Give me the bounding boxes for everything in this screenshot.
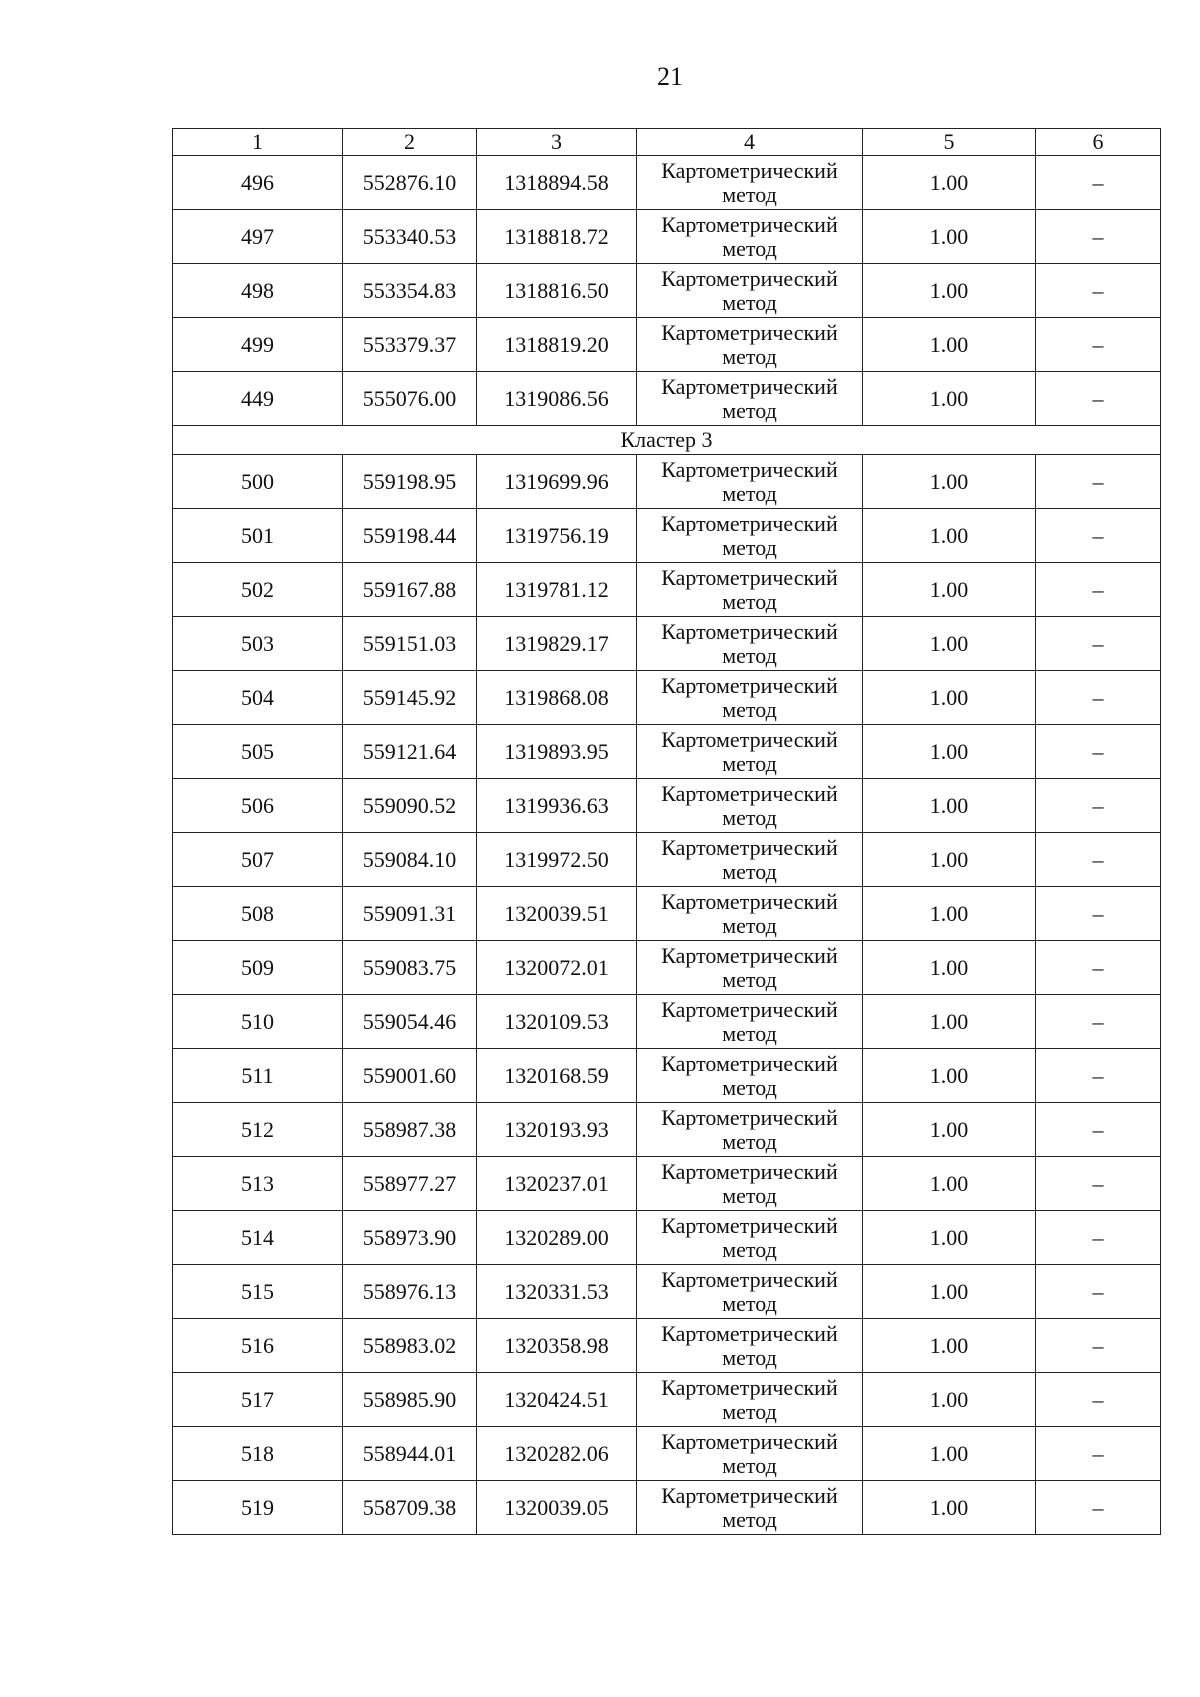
y-coordinate-cell: 1319699.96: [477, 455, 637, 509]
method-line-1: Картометрический: [661, 780, 838, 806]
accuracy-cell: 1.00: [863, 210, 1036, 264]
x-coordinate-cell: 559167.88: [343, 563, 477, 617]
table-row: [173, 1319, 1161, 1373]
y-coordinate-cell: 1318816.50: [477, 264, 637, 318]
method-line-2: метод: [722, 804, 777, 830]
note-cell: –: [1036, 1157, 1161, 1211]
table-row: [173, 617, 1161, 671]
y-coordinate-cell: 1320331.53: [477, 1265, 637, 1319]
table-row: [173, 995, 1161, 1049]
method-line-1: Картометрический: [661, 888, 838, 914]
point-number-cell: 506: [173, 779, 343, 833]
note-cell: –: [1036, 1103, 1161, 1157]
method-cell: [637, 1319, 863, 1373]
column-header: 6: [1036, 129, 1161, 156]
method-cell: [637, 671, 863, 725]
x-coordinate-cell: 559084.10: [343, 833, 477, 887]
method-cell: [637, 1157, 863, 1211]
accuracy-cell: 1.00: [863, 455, 1036, 509]
method-line-1: Картометрический: [661, 1104, 838, 1130]
method-cell: [637, 1481, 863, 1535]
y-coordinate-cell: 1318818.72: [477, 210, 637, 264]
method-line-2: метод: [722, 588, 777, 614]
accuracy-cell: 1.00: [863, 1481, 1036, 1535]
point-number-cell: 507: [173, 833, 343, 887]
note-cell: –: [1036, 372, 1161, 426]
note-cell: –: [1036, 941, 1161, 995]
note-cell: –: [1036, 156, 1161, 210]
x-coordinate-cell: 559121.64: [343, 725, 477, 779]
method-line-2: метод: [722, 534, 777, 560]
x-coordinate-cell: 558985.90: [343, 1373, 477, 1427]
method-line-1: Картометрический: [661, 157, 838, 183]
accuracy-cell: 1.00: [863, 1427, 1036, 1481]
y-coordinate-cell: 1320109.53: [477, 995, 637, 1049]
method-line-1: Картометрический: [661, 726, 838, 752]
method-line-2: метод: [722, 966, 777, 992]
table-row: [173, 1481, 1161, 1535]
point-number-cell: 503: [173, 617, 343, 671]
point-number-cell: 500: [173, 455, 343, 509]
method-line-1: Картометрический: [661, 834, 838, 860]
point-number-cell: 511: [173, 1049, 343, 1103]
table-row: [173, 372, 1161, 426]
accuracy-cell: 1.00: [863, 563, 1036, 617]
y-coordinate-cell: 1319868.08: [477, 671, 637, 725]
table-row: [173, 264, 1161, 318]
table-row: [173, 671, 1161, 725]
y-coordinate-cell: 1319829.17: [477, 617, 637, 671]
x-coordinate-cell: 559198.95: [343, 455, 477, 509]
point-number-cell: 508: [173, 887, 343, 941]
method-line-2: метод: [722, 480, 777, 506]
accuracy-cell: 1.00: [863, 318, 1036, 372]
table-row: [173, 1427, 1161, 1481]
method-cell: [637, 210, 863, 264]
method-cell: [637, 563, 863, 617]
method-cell: [637, 1211, 863, 1265]
method-line-1: Картометрический: [661, 996, 838, 1022]
table-row: [173, 1373, 1161, 1427]
method-line-1: Картометрический: [661, 942, 838, 968]
method-line-2: метод: [722, 1506, 777, 1532]
method-cell: [637, 1103, 863, 1157]
y-coordinate-cell: 1319756.19: [477, 509, 637, 563]
x-coordinate-cell: 559054.46: [343, 995, 477, 1049]
point-number-cell: 509: [173, 941, 343, 995]
x-coordinate-cell: 559090.52: [343, 779, 477, 833]
note-cell: –: [1036, 318, 1161, 372]
method-line-2: метод: [722, 750, 777, 776]
table-row: [173, 1211, 1161, 1265]
y-coordinate-cell: 1319936.63: [477, 779, 637, 833]
method-cell: [637, 1265, 863, 1319]
method-cell: [637, 617, 863, 671]
note-cell: –: [1036, 563, 1161, 617]
point-number-cell: 510: [173, 995, 343, 1049]
table-row: [173, 887, 1161, 941]
method-line-2: метод: [722, 1128, 777, 1154]
method-line-1: Картометрический: [661, 1428, 838, 1454]
method-line-2: метод: [722, 289, 777, 315]
column-header: 5: [863, 129, 1036, 156]
y-coordinate-cell: 1320039.05: [477, 1481, 637, 1535]
accuracy-cell: 1.00: [863, 1103, 1036, 1157]
method-line-1: Картометрический: [661, 1320, 838, 1346]
point-number-cell: 513: [173, 1157, 343, 1211]
y-coordinate-cell: 1320039.51: [477, 887, 637, 941]
x-coordinate-cell: 558977.27: [343, 1157, 477, 1211]
method-cell: [637, 509, 863, 563]
x-coordinate-cell: 558976.13: [343, 1265, 477, 1319]
method-line-2: метод: [722, 235, 777, 261]
method-line-1: Картометрический: [661, 265, 838, 291]
note-cell: –: [1036, 833, 1161, 887]
note-cell: –: [1036, 1427, 1161, 1481]
accuracy-cell: 1.00: [863, 509, 1036, 563]
table-row: [173, 1103, 1161, 1157]
accuracy-cell: 1.00: [863, 833, 1036, 887]
y-coordinate-cell: 1319972.50: [477, 833, 637, 887]
method-cell: [637, 995, 863, 1049]
y-coordinate-cell: 1319893.95: [477, 725, 637, 779]
point-number-cell: 516: [173, 1319, 343, 1373]
x-coordinate-cell: 553354.83: [343, 264, 477, 318]
point-number-cell: 519: [173, 1481, 343, 1535]
method-cell: [637, 779, 863, 833]
method-line-1: Картометрический: [661, 618, 838, 644]
method-line-2: метод: [722, 912, 777, 938]
y-coordinate-cell: 1319086.56: [477, 372, 637, 426]
point-number-cell: 517: [173, 1373, 343, 1427]
point-number-cell: 505: [173, 725, 343, 779]
cluster-heading-row: [173, 426, 1161, 455]
note-cell: –: [1036, 210, 1161, 264]
method-cell: [637, 887, 863, 941]
method-cell: [637, 941, 863, 995]
note-cell: –: [1036, 509, 1161, 563]
table-row: [173, 318, 1161, 372]
method-line-2: метод: [722, 1290, 777, 1316]
method-cell: [637, 725, 863, 779]
x-coordinate-cell: 553379.37: [343, 318, 477, 372]
method-line-2: метод: [722, 343, 777, 369]
coordinates-table: [172, 128, 1161, 1535]
method-cell: [637, 1049, 863, 1103]
x-coordinate-cell: 559091.31: [343, 887, 477, 941]
note-cell: –: [1036, 779, 1161, 833]
point-number-cell: 498: [173, 264, 343, 318]
note-cell: –: [1036, 1211, 1161, 1265]
note-cell: –: [1036, 617, 1161, 671]
method-line-2: метод: [722, 1452, 777, 1478]
method-line-1: Картометрический: [661, 510, 838, 536]
accuracy-cell: 1.00: [863, 1157, 1036, 1211]
method-line-1: Картометрический: [661, 1482, 838, 1508]
method-cell: [637, 833, 863, 887]
accuracy-cell: 1.00: [863, 1373, 1036, 1427]
table-row: [173, 509, 1161, 563]
point-number-cell: 499: [173, 318, 343, 372]
accuracy-cell: 1.00: [863, 1049, 1036, 1103]
method-line-1: Картометрический: [661, 672, 838, 698]
table-row: [173, 1265, 1161, 1319]
accuracy-cell: 1.00: [863, 779, 1036, 833]
accuracy-cell: 1.00: [863, 264, 1036, 318]
accuracy-cell: 1.00: [863, 1265, 1036, 1319]
accuracy-cell: 1.00: [863, 995, 1036, 1049]
table-row: [173, 210, 1161, 264]
x-coordinate-cell: 559151.03: [343, 617, 477, 671]
point-number-cell: 514: [173, 1211, 343, 1265]
x-coordinate-cell: 559001.60: [343, 1049, 477, 1103]
accuracy-cell: 1.00: [863, 1319, 1036, 1373]
method-line-1: Картометрический: [661, 1158, 838, 1184]
point-number-cell: 449: [173, 372, 343, 426]
x-coordinate-cell: 559198.44: [343, 509, 477, 563]
table-header-row: [173, 129, 1161, 156]
point-number-cell: 518: [173, 1427, 343, 1481]
cluster-label: Кластер 3: [173, 426, 1161, 455]
table-row: [173, 1157, 1161, 1211]
table-row: [173, 725, 1161, 779]
method-line-2: метод: [722, 397, 777, 423]
note-cell: –: [1036, 671, 1161, 725]
point-number-cell: 501: [173, 509, 343, 563]
x-coordinate-cell: 558983.02: [343, 1319, 477, 1373]
method-cell: [637, 264, 863, 318]
x-coordinate-cell: 553340.53: [343, 210, 477, 264]
method-cell: [637, 455, 863, 509]
x-coordinate-cell: 555076.00: [343, 372, 477, 426]
column-header: 1: [173, 129, 343, 156]
method-line-2: метод: [722, 696, 777, 722]
point-number-cell: 496: [173, 156, 343, 210]
note-cell: –: [1036, 887, 1161, 941]
y-coordinate-cell: 1318894.58: [477, 156, 637, 210]
y-coordinate-cell: 1320358.98: [477, 1319, 637, 1373]
note-cell: –: [1036, 1319, 1161, 1373]
method-line-1: Картометрический: [661, 564, 838, 590]
method-line-2: метод: [722, 858, 777, 884]
method-cell: [637, 372, 863, 426]
note-cell: –: [1036, 1481, 1161, 1535]
accuracy-cell: 1.00: [863, 1211, 1036, 1265]
point-number-cell: 515: [173, 1265, 343, 1319]
x-coordinate-cell: 558987.38: [343, 1103, 477, 1157]
accuracy-cell: 1.00: [863, 941, 1036, 995]
method-line-2: метод: [722, 1182, 777, 1208]
method-line-2: метод: [722, 181, 777, 207]
method-line-1: Картометрический: [661, 211, 838, 237]
method-line-1: Картометрический: [661, 319, 838, 345]
point-number-cell: 512: [173, 1103, 343, 1157]
note-cell: –: [1036, 1373, 1161, 1427]
table-row: [173, 779, 1161, 833]
table-row: [173, 1049, 1161, 1103]
y-coordinate-cell: 1320193.93: [477, 1103, 637, 1157]
accuracy-cell: 1.00: [863, 671, 1036, 725]
y-coordinate-cell: 1320282.06: [477, 1427, 637, 1481]
method-line-1: Картометрический: [661, 373, 838, 399]
method-cell: [637, 318, 863, 372]
table-row: [173, 833, 1161, 887]
x-coordinate-cell: 552876.10: [343, 156, 477, 210]
note-cell: –: [1036, 725, 1161, 779]
accuracy-cell: 1.00: [863, 156, 1036, 210]
y-coordinate-cell: 1320289.00: [477, 1211, 637, 1265]
point-number-cell: 497: [173, 210, 343, 264]
method-cell: [637, 1373, 863, 1427]
y-coordinate-cell: 1318819.20: [477, 318, 637, 372]
column-header: 3: [477, 129, 637, 156]
method-line-1: Картометрический: [661, 456, 838, 482]
method-line-2: метод: [722, 1344, 777, 1370]
y-coordinate-cell: 1320168.59: [477, 1049, 637, 1103]
method-line-1: Картометрический: [661, 1266, 838, 1292]
x-coordinate-cell: 558709.38: [343, 1481, 477, 1535]
note-cell: –: [1036, 1049, 1161, 1103]
method-line-2: метод: [722, 642, 777, 668]
note-cell: –: [1036, 455, 1161, 509]
x-coordinate-cell: 559083.75: [343, 941, 477, 995]
accuracy-cell: 1.00: [863, 725, 1036, 779]
y-coordinate-cell: 1320072.01: [477, 941, 637, 995]
table-row: [173, 455, 1161, 509]
method-cell: [637, 1427, 863, 1481]
method-line-2: метод: [722, 1398, 777, 1424]
y-coordinate-cell: 1320237.01: [477, 1157, 637, 1211]
method-line-1: Картометрический: [661, 1050, 838, 1076]
table-row: [173, 563, 1161, 617]
point-number-cell: 504: [173, 671, 343, 725]
point-number-cell: 502: [173, 563, 343, 617]
note-cell: –: [1036, 995, 1161, 1049]
method-line-1: Картометрический: [661, 1374, 838, 1400]
note-cell: –: [1036, 1265, 1161, 1319]
coordinates-table-body: [173, 129, 1161, 1535]
column-header: 2: [343, 129, 477, 156]
y-coordinate-cell: 1320424.51: [477, 1373, 637, 1427]
method-cell: [637, 156, 863, 210]
page-number: 21: [657, 62, 683, 91]
method-line-2: метод: [722, 1020, 777, 1046]
accuracy-cell: 1.00: [863, 887, 1036, 941]
method-line-1: Картометрический: [661, 1212, 838, 1238]
method-line-2: метод: [722, 1236, 777, 1262]
accuracy-cell: 1.00: [863, 617, 1036, 671]
y-coordinate-cell: 1319781.12: [477, 563, 637, 617]
x-coordinate-cell: 558944.01: [343, 1427, 477, 1481]
column-header: 4: [637, 129, 863, 156]
table-row: [173, 941, 1161, 995]
accuracy-cell: 1.00: [863, 372, 1036, 426]
x-coordinate-cell: 559145.92: [343, 671, 477, 725]
table-row: [173, 156, 1161, 210]
note-cell: –: [1036, 264, 1161, 318]
x-coordinate-cell: 558973.90: [343, 1211, 477, 1265]
method-line-2: метод: [722, 1074, 777, 1100]
